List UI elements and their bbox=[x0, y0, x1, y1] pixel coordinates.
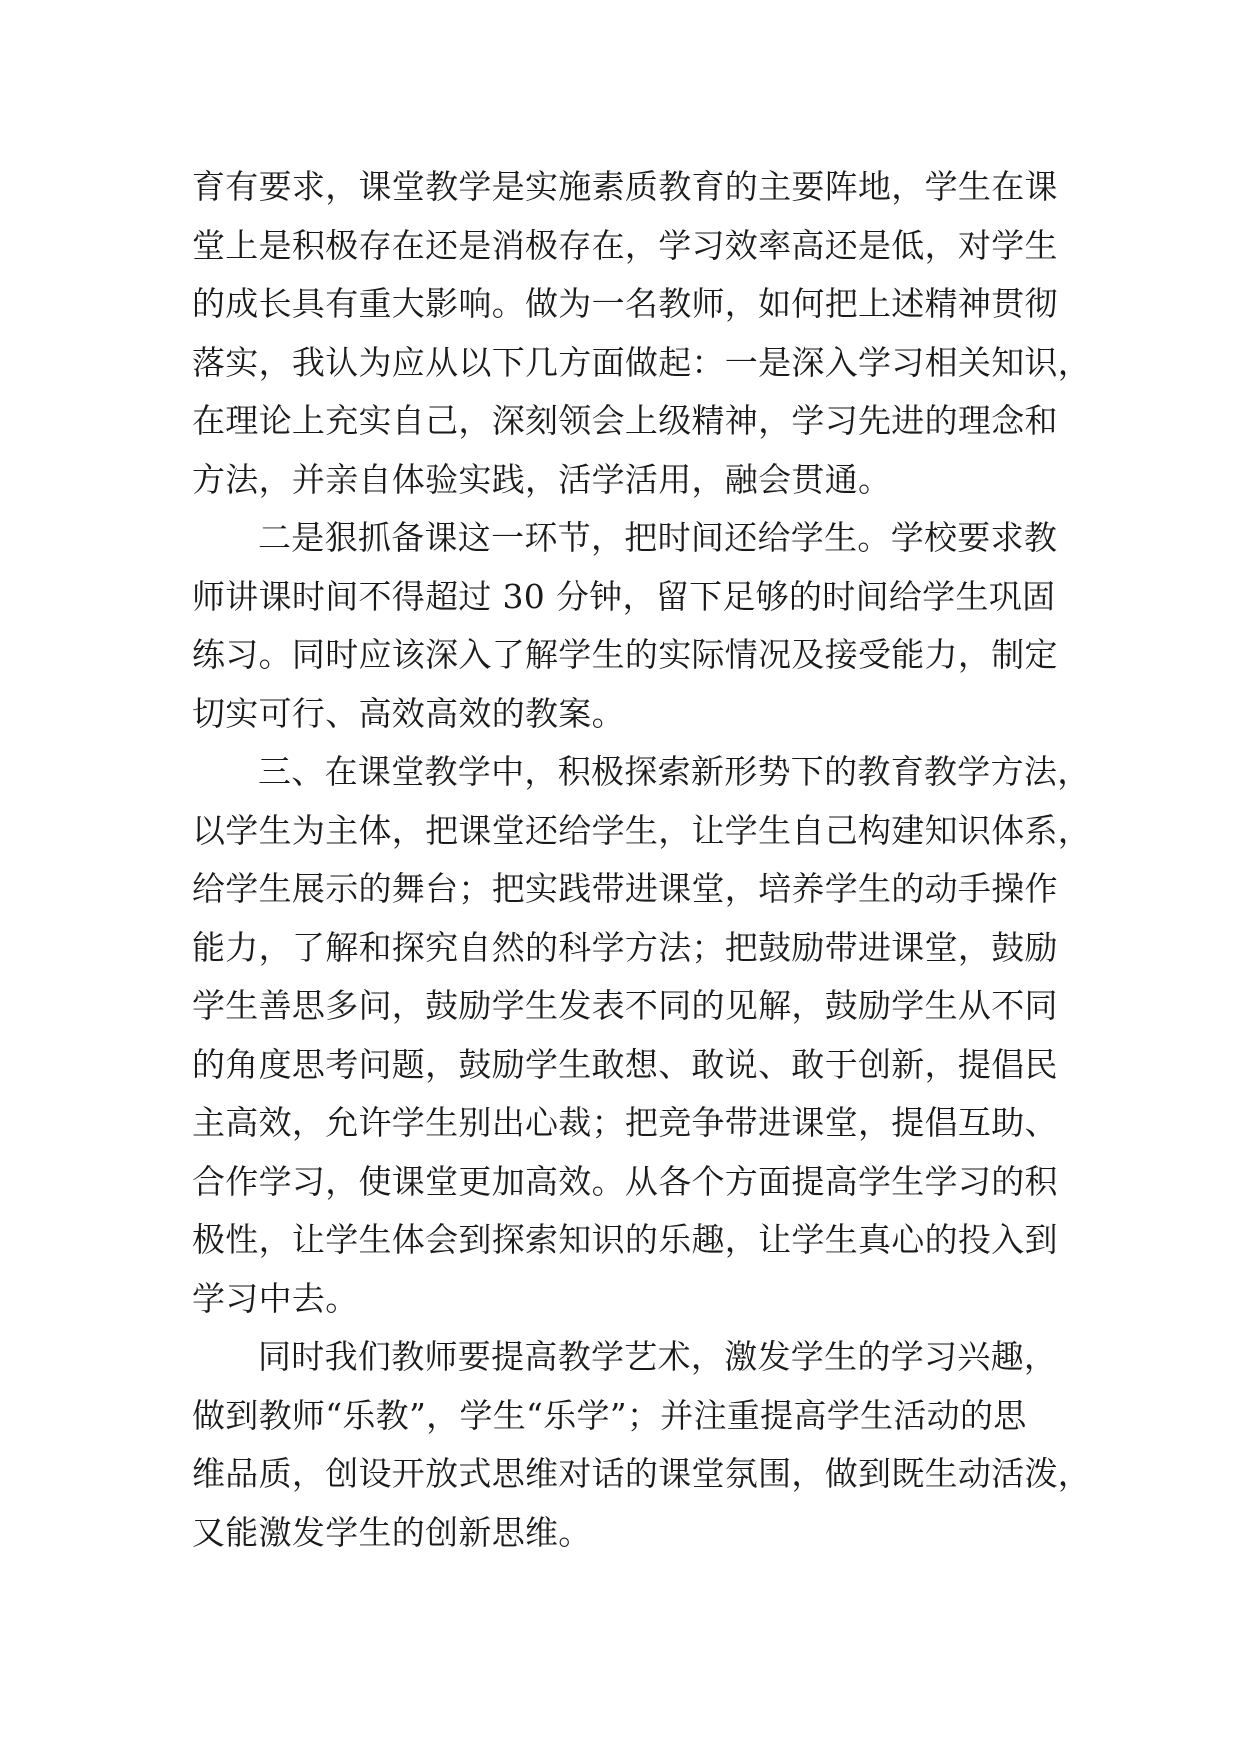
text-line: 练习。同时应该深入了解学生的实际情况及接受能力，制定 bbox=[192, 635, 1058, 674]
text-line: 极性，让学生体会到探索知识的乐趣，让学生真心的投入到 bbox=[192, 1220, 1058, 1259]
text-line: 学生善思多问，鼓励学生发表不同的见解，鼓励学生从不同 bbox=[192, 986, 1058, 1025]
paragraph-first-line: 三、在课堂教学中，积极探索新形势下的教育教学方法， bbox=[258, 752, 1091, 791]
paragraph-first-line: 同时我们教师要提高教学艺术，激发学生的学习兴趣， bbox=[258, 1337, 1058, 1376]
text-line: 做到教师“乐教”，学生“乐学”；并注重提高学生活动的思 bbox=[192, 1395, 1027, 1435]
body-text bbox=[192, 158, 1092, 1562]
text-line: 方法，并亲自体验实践，活学活用，融会贯通。 bbox=[192, 459, 892, 499]
text-line: 以学生为主体，把课堂还给学生，让学生自己构建知识体系， bbox=[192, 810, 1092, 850]
paragraph-first-line: 二是狠抓备课这一环节，把时间还给学生。学校要求教 bbox=[258, 518, 1058, 557]
text-line: 堂上是积极存在还是消极存在，学习效率高还是低，对学生 bbox=[192, 225, 1058, 265]
text-line: 又能激发学生的创新思维。 bbox=[192, 1512, 592, 1552]
text-line: 合作学习，使课堂更加高效。从各个方面提高学生学习的积 bbox=[192, 1161, 1058, 1201]
text-line: 的角度思考问题，鼓励学生敢想、敢说、敢于创新，提倡民 bbox=[192, 1044, 1058, 1084]
text-line: 维品质，创设开放式思维对话的课堂氛围，做到既生动活泼， bbox=[192, 1454, 1092, 1493]
text-line: 学习中去。 bbox=[192, 1278, 359, 1318]
text-line: 在理论上充实自己，深刻领会上级精神，学习先进的理念和 bbox=[192, 401, 1058, 440]
text-line: 的成长具有重大影响。做为一名教师，如何把上述精神贯彻 bbox=[192, 284, 1058, 323]
text-line: 师讲课时间不得超过 30 分钟，留下足够的时间给学生巩固 bbox=[192, 576, 1056, 616]
text-line: 育有要求，课堂教学是实施素质教育的主要阵地，学生在课 bbox=[192, 167, 1058, 206]
text-line: 切实可行、高效高效的教案。 bbox=[192, 693, 625, 733]
text-line: 主高效，允许学生别出心裁；把竞争带进课堂，提倡互助、 bbox=[192, 1103, 1058, 1142]
text-line: 能力，了解和探究自然的科学方法；把鼓励带进课堂，鼓励 bbox=[192, 927, 1058, 967]
text-line: 落实，我认为应从以下几方面做起：一是深入学习相关知识， bbox=[192, 342, 1092, 382]
text-line: 给学生展示的舞台；把实践带进课堂，培养学生的动手操作 bbox=[192, 869, 1058, 908]
